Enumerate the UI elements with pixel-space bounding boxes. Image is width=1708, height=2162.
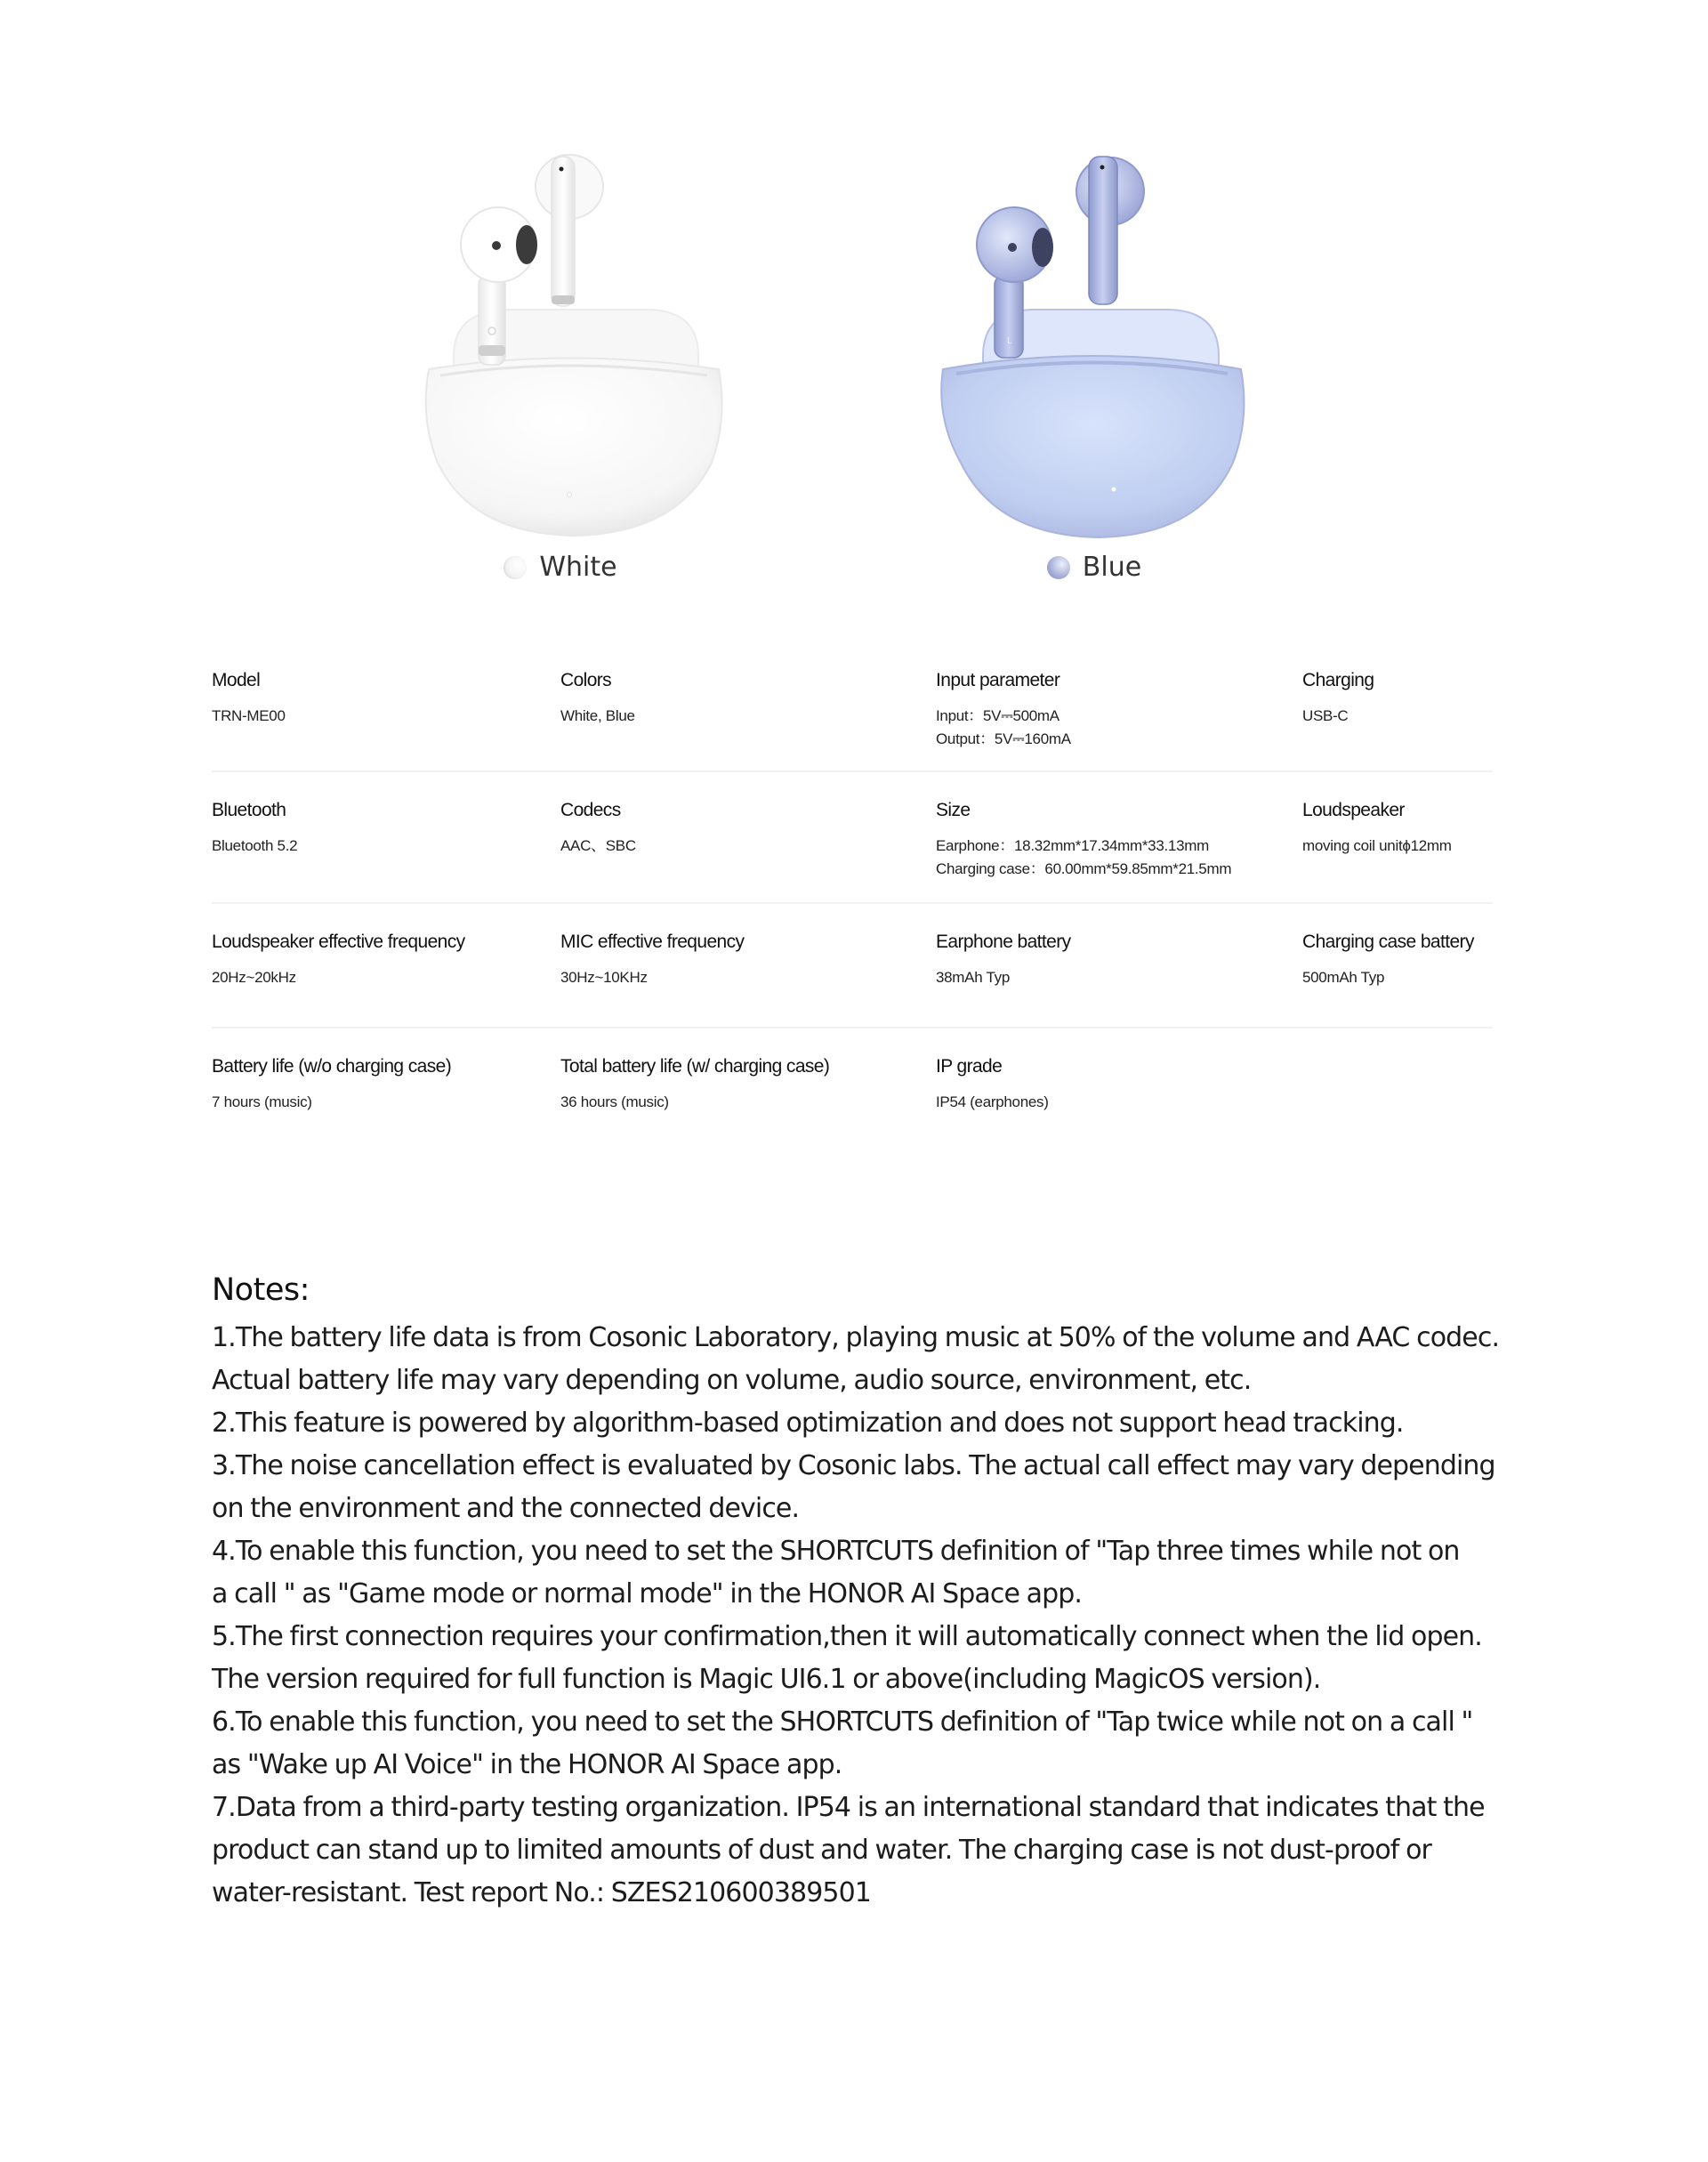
spec-mic-frequency xyxy=(560,904,936,1027)
spec-case-battery xyxy=(1302,904,1493,1027)
spec-value: 20Hz~20kHz xyxy=(212,969,296,986)
note-line: 2.This feature is powered by algorithm-based optimization and does not support head tracking. xyxy=(212,1408,1404,1439)
note-line: 5.The first connection requires your confirmation,then it will automatically connect when the lid open. xyxy=(212,1621,1482,1652)
notes-title: Notes: xyxy=(212,1272,310,1308)
spec-value xyxy=(936,835,1302,881)
variant-name: White xyxy=(539,552,617,583)
spec-ip-grade xyxy=(936,1029,1302,1126)
variant-name: Blue xyxy=(1082,552,1142,583)
spec-codecs xyxy=(560,772,936,902)
spec-input-parameter xyxy=(936,658,1302,770)
spec-value-line: Charging case：60.00mm*59.85mm*21.5mm xyxy=(936,860,1232,877)
spec-label: Input parameter xyxy=(936,670,1060,690)
spec-model xyxy=(212,658,560,770)
spec-total-battery-life xyxy=(560,1029,936,1126)
spec-value: TRN-ME00 xyxy=(212,707,286,724)
spec-row xyxy=(212,1029,1493,1126)
spec-value-line: Input：5V⎓500mA xyxy=(936,707,1059,724)
spec-label: IP grade xyxy=(936,1056,1003,1077)
spec-value: AAC、SBC xyxy=(560,837,636,854)
note-line: 3.The noise cancellation effect is evaluated by Cosonic labs. The actual call effect may vary depending xyxy=(212,1450,1495,1481)
note-line: on the environment and the connected device. xyxy=(212,1493,800,1524)
spec-value: 30Hz~10KHz xyxy=(560,969,648,986)
variant-label-blue xyxy=(907,552,1281,583)
spec-loudspeaker-frequency xyxy=(212,904,560,1027)
note-line: a call " as "Game mode or normal mode" in the HONOR AI Space app. xyxy=(212,1578,1083,1609)
spec-value: 38mAh Typ xyxy=(936,969,1010,986)
spec-value: 36 hours (music) xyxy=(560,1093,669,1110)
spec-row xyxy=(212,658,1493,772)
spec-row xyxy=(212,772,1493,904)
spec-value: 7 hours (music) xyxy=(212,1093,312,1110)
specifications-table xyxy=(212,658,1493,1126)
note-line: 4.To enable this function, you need to set the SHORTCUTS definition of "Tap three times while not on xyxy=(212,1536,1460,1567)
blue-color-swatch[interactable] xyxy=(1047,556,1070,579)
variant-label-white xyxy=(374,552,747,583)
spec-label: Loudspeaker effective frequency xyxy=(212,932,465,952)
note-line: as "Wake up AI Voice" in the HONOR AI Space app. xyxy=(212,1749,842,1780)
spec-label: Bluetooth xyxy=(212,800,286,820)
note-line: 7.Data from a third-party testing organization. IP54 is an international standard that indicates that the xyxy=(212,1792,1485,1823)
spec-colors xyxy=(560,658,936,770)
spec-label: MIC effective frequency xyxy=(560,932,745,952)
note-line: product can stand up to limited amounts of dust and water. The charging case is not dust-proof or xyxy=(212,1835,1431,1866)
notes-section xyxy=(212,1263,1519,1915)
note-line: Actual battery life may vary depending on volume, audio source, environment, etc. xyxy=(212,1365,1252,1396)
spec-label: Codecs xyxy=(560,800,621,820)
variant-white xyxy=(391,133,765,605)
spec-label: Charging xyxy=(1302,670,1374,690)
color-variants xyxy=(0,0,1708,623)
spec-label: Total battery life (w/ charging case) xyxy=(560,1056,830,1077)
note-line: 1.The battery life data is from Cosonic Laboratory, playing music at 50% of the volume and AAC codec. xyxy=(212,1322,1500,1353)
spec-label: Charging case battery xyxy=(1302,932,1474,952)
spec-value xyxy=(936,705,1302,751)
spec-label: Model xyxy=(212,670,261,690)
note-line: water-resistant. Test report No.: SZES210600389501 xyxy=(212,1877,871,1908)
spec-label: Size xyxy=(936,800,971,820)
spec-value: 500mAh Typ xyxy=(1302,969,1385,986)
spec-earphone-battery xyxy=(936,904,1302,1027)
note-line: 6.To enable this function, you need to set the SHORTCUTS definition of "Tap twice while not on a call " xyxy=(212,1706,1473,1738)
spec-value-line: Earphone：18.32mm*17.34mm*33.13mm xyxy=(936,837,1209,854)
spec-charging xyxy=(1302,658,1493,770)
variant-blue xyxy=(916,133,1290,605)
spec-bluetooth xyxy=(212,772,560,902)
note-line: The version required for full function is Magic UI6.1 or above(including MagicOS version). xyxy=(212,1664,1321,1695)
spec-battery-life xyxy=(212,1029,560,1126)
spec-value-line: Output：5V⎓160mA xyxy=(936,730,1071,747)
spec-label: Colors xyxy=(560,670,612,690)
spec-value: moving coil unitϕ12mm xyxy=(1302,837,1452,854)
spec-size xyxy=(936,772,1302,902)
spec-label: Loudspeaker xyxy=(1302,800,1405,820)
spec-value: White, Blue xyxy=(560,707,635,724)
spec-row xyxy=(212,904,1493,1029)
svg-text:L: L xyxy=(1007,336,1012,346)
white-earbuds-product-image xyxy=(391,133,765,543)
spec-value: USB-C xyxy=(1302,707,1349,724)
spec-value: Bluetooth 5.2 xyxy=(212,837,298,854)
white-color-swatch[interactable] xyxy=(504,556,527,579)
spec-label: Earphone battery xyxy=(936,932,1071,952)
spec-value: IP54 (earphones) xyxy=(936,1093,1049,1110)
spec-label: Battery life (w/o charging case) xyxy=(212,1056,452,1077)
blue-earbuds-product-image xyxy=(916,133,1290,543)
spec-loudspeaker xyxy=(1302,772,1493,902)
